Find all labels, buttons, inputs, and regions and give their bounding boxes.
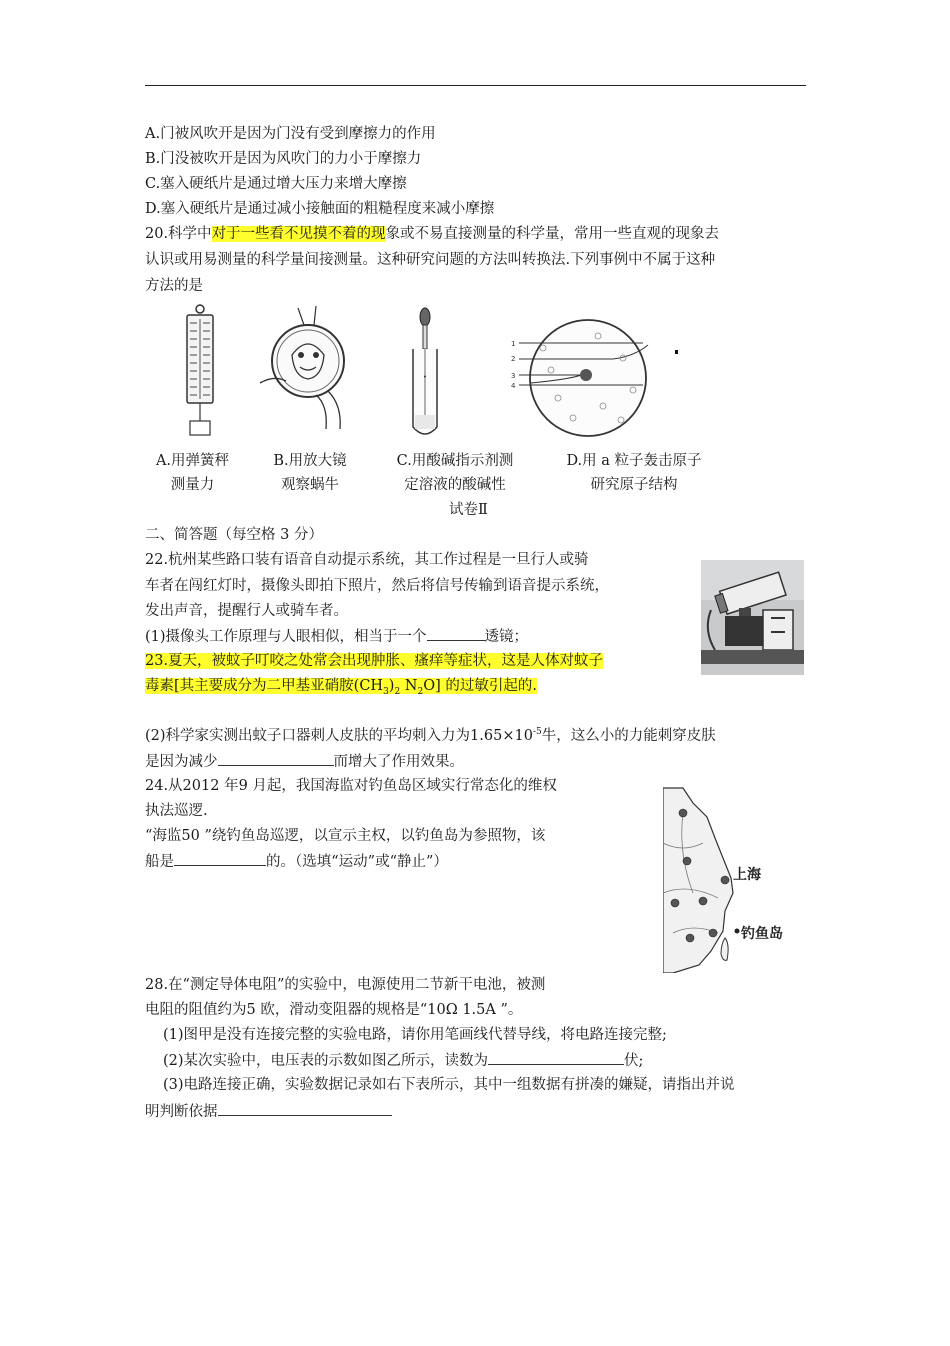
q20-option-a-line-1: A.用弹簧秤 — [155, 453, 230, 469]
q24-line-2: 执法巡逻. — [145, 803, 208, 819]
q22-line-2: 车者在闯红灯时，摄像头即拍下照片，然后将信号传输到语音提示系统， — [145, 578, 609, 594]
q28-part-3: (3)电路连接正确，实验数据记录如右下表所示，其中一组数据有拼凑的嫌疑，请指出并说 — [163, 1077, 735, 1093]
atom-label-2: 2 — [511, 355, 516, 363]
q23-formula-mid: ) — [388, 678, 395, 694]
q22-answer-blank[interactable] — [427, 626, 485, 641]
map-label-shanghai: 上海 — [733, 867, 761, 883]
q23-line-2 — [145, 676, 537, 696]
atom-label-3: 3 — [511, 372, 516, 380]
q20-option-c-line-1: C.用酸碱指示剂测 — [396, 453, 514, 469]
q20-highlight: 对于一些看不见摸不着的现 — [211, 226, 386, 242]
q23-line-1 — [145, 651, 603, 671]
q23-formula-n: N — [400, 678, 418, 694]
q24-line-1: 24.从2012 年9 月起，我国海监对钓鱼岛区域实行常态化的维权 — [145, 778, 557, 794]
q28-part-3-prefix: 明判断依据 — [145, 1104, 218, 1120]
q23-part-2-rest: 牛，这么小的力能刺穿皮肤 — [541, 728, 716, 744]
q19-option-b: B.门没被吹开是因为风吹门的力小于摩擦力 — [145, 151, 422, 167]
stray-dot — [675, 350, 678, 354]
q28-part-3-line-2 — [145, 1101, 392, 1122]
atom-label-1: 1 — [511, 340, 516, 348]
q28-part-1: (1)图甲是没有连接完整的实验电路，请你用笔画线代替导线，将电路连接完整; — [163, 1027, 667, 1043]
q20-line-1 — [145, 224, 719, 244]
q23-part-2-line-2 — [145, 751, 464, 772]
q19-option-d: D.塞入硬纸片是通过减小接触面的粗糙程度来减小摩擦 — [145, 201, 495, 217]
q24-line-3: “海监50 ”绕钓鱼岛巡逻，以宣示主权，以钓鱼岛为参照物，该 — [145, 828, 546, 844]
q28-answer-blank-3[interactable] — [218, 1101, 392, 1116]
q28-answer-blank-2[interactable] — [488, 1050, 624, 1065]
q23-part-2-suffix: 而增大了作用效果。 — [333, 754, 464, 770]
atom-label-4: 4 — [511, 382, 516, 390]
q20-option-d-line-2: 研究原子结构 — [590, 477, 678, 493]
q20-option-b-line-2: 观察蜗牛 — [281, 477, 339, 493]
q20-option-d — [553, 449, 715, 497]
q24-answer-blank[interactable] — [174, 851, 266, 866]
map-label-diaoyu: 钓鱼岛 — [741, 926, 783, 942]
q20-line-2: 认识或用易测量的科学量间接测量。这种研究问题的方法叫转换法.下列事例中不属于这种 — [145, 252, 716, 268]
q19-option-a: A.门被风吹开是因为门没有受到摩擦力的作用 — [145, 126, 436, 142]
q24-line-4 — [145, 851, 448, 872]
q20-option-b-line-1: B.用放大镜 — [273, 453, 347, 469]
q28-part-2-suffix: 伏; — [624, 1053, 644, 1069]
section-2-title: 二、简答题（每空格 3 分） — [145, 527, 323, 543]
q22-line-1: 22.杭州某些路口装有语音自动提示系统，其工作过程是一旦行人或骑 — [145, 552, 589, 568]
q23-sub-2: 2 — [394, 686, 401, 697]
q28-part-2-text: (2)某次实验中，电压表的示数如图乙所示，读数为 — [163, 1053, 489, 1069]
q23-exponent: -5 — [532, 727, 542, 738]
svg-text:•: • — [422, 373, 428, 381]
q20-number: 20.科学中 — [145, 226, 212, 242]
q22-part-1 — [145, 626, 528, 647]
traffic-camera-photo — [701, 560, 804, 675]
q20-line-3: 方法的是 — [145, 278, 203, 294]
q20-option-a — [145, 449, 240, 497]
q23-sub-1: 3 — [383, 686, 389, 697]
q24-line-4-prefix: 船是 — [145, 854, 174, 870]
q28-line-1: 28.在“测定导体电阻”的实验中，电源使用二节新干电池，被测 — [145, 977, 546, 993]
diaoyu-map — [663, 783, 808, 973]
q28-part-2 — [163, 1050, 643, 1071]
q20-option-a-line-2: 测量力 — [170, 477, 215, 493]
q22-part-1-suffix: 透镜； — [484, 629, 529, 645]
q23-part-2-text: (2)科学家实测出蚊子口器刺人皮肤的平均刺入力为1.65×10 — [145, 728, 533, 744]
spring-scale-figure — [175, 303, 225, 438]
q20-option-c-line-2: 定溶液的酸碱性 — [404, 477, 506, 493]
q23-line-2-text — [145, 678, 537, 697]
magnifier-figure — [256, 303, 356, 433]
header-rule — [145, 85, 806, 86]
q23-sub-3: 2 — [417, 686, 424, 697]
q23-answer-blank[interactable] — [218, 751, 334, 766]
atom-scattering-figure — [503, 318, 663, 443]
q23-part-2 — [145, 726, 716, 746]
q23-part-2-prefix: 是因为减少 — [145, 754, 218, 770]
q20-option-d-line-1: D.用 a 粒子轰击原子 — [566, 453, 702, 469]
q19-option-c: C.塞入硬纸片是通过增大压力来增大摩擦 — [145, 176, 407, 192]
q20-option-b — [256, 449, 364, 497]
test-tube-figure — [405, 305, 445, 440]
q23-line-1-text: 23.夏天，被蚊子叮咬之处常会出现肿胀、瘙痒等症状，这是人体对蚊子 — [145, 653, 604, 669]
q22-line-3: 发出声音，提醒行人或骑车者。 — [145, 603, 348, 619]
q23-formula-prefix: 毒素[其主要成分为二甲基亚硝胺(CH — [145, 678, 384, 694]
q24-line-4-suffix: 的。（选填“运动”或“静止”） — [266, 854, 448, 870]
q28-line-2: 电阻的阻值约为5 欧，滑动变阻器的规格是“10Ω 1.5A ”。 — [145, 1002, 523, 1018]
paper-2-title: 试卷Ⅱ — [449, 502, 488, 518]
q22-part-1-text: (1)摄像头工作原理与人眼相似，相当于一个 — [145, 629, 427, 645]
q20-option-c — [385, 449, 525, 497]
q23-formula-end: O] 的过敏引起的. — [423, 678, 537, 694]
q20-line-1-rest: 象或不易直接测量的科学量，常用一些直观的现象去 — [385, 226, 720, 242]
